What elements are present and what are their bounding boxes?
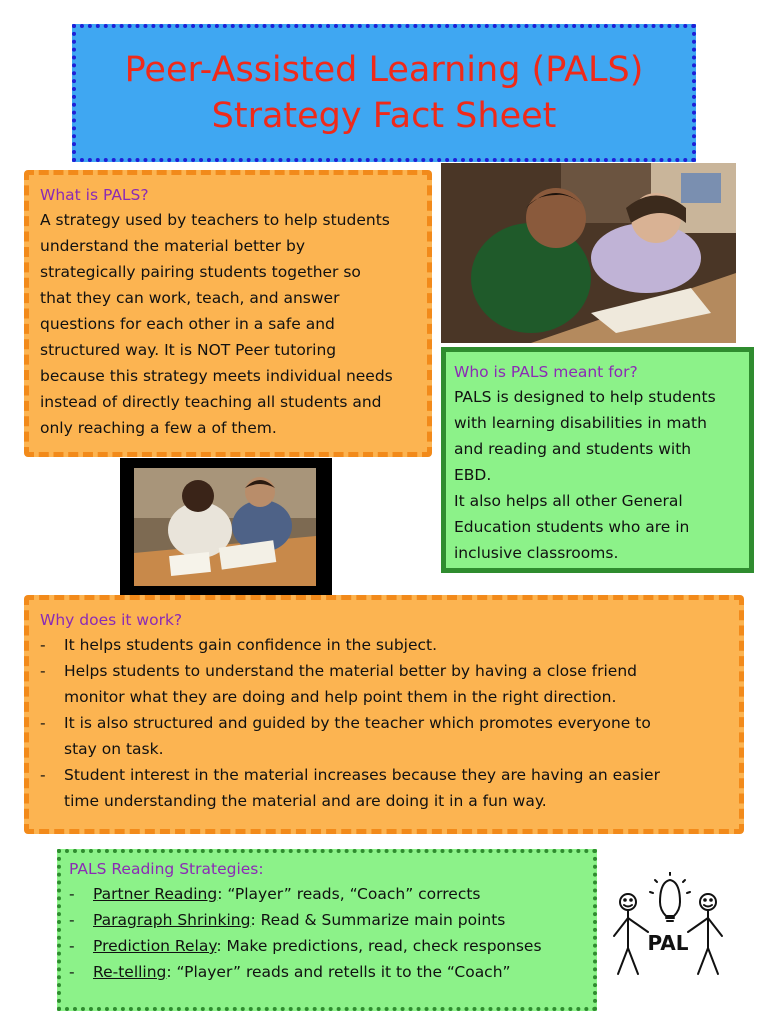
text-line: PALS is designed to help students [454, 388, 716, 406]
what-is-pals-panel [24, 170, 432, 457]
strategy-desc: : Read & Summarize main points [250, 911, 506, 929]
text-line: structured way. It is NOT Peer tutoring [40, 341, 337, 359]
who-is-pals-for-panel [441, 347, 754, 573]
list-item [69, 907, 587, 933]
bullet-dash: - [69, 937, 75, 955]
pal-logo-text: PAL [647, 931, 689, 955]
bullet-dash: - [69, 911, 75, 929]
list-item [40, 762, 729, 814]
who-is-pals-for-text [454, 384, 741, 566]
students-at-table-photo [120, 458, 332, 595]
text-line: It helps students gain confidence in the subject. [64, 636, 438, 654]
strategy-desc: : “Player” reads, “Coach” corrects [217, 885, 481, 903]
who-is-pals-for-heading: Who is PALS meant for? [454, 363, 638, 381]
what-is-pals-heading: What is PALS? [40, 186, 149, 204]
list-item [69, 881, 587, 907]
title-line-2: Strategy Fact Sheet [211, 96, 557, 136]
text-line: only reaching a few a of them. [40, 419, 277, 437]
title-line-1: Peer-Assisted Learning (PALS) [124, 50, 644, 90]
list-item-text [93, 907, 505, 933]
list-item [40, 710, 729, 762]
why-does-it-work-heading: Why does it work? [40, 611, 183, 629]
students-reading-photo [441, 163, 736, 343]
list-item [69, 959, 587, 985]
why-does-it-work-panel [24, 595, 744, 834]
list-item-text [93, 933, 542, 959]
strategy-term: Partner Reading [93, 885, 218, 903]
bullet-dash: - [69, 963, 75, 981]
text-line: Student interest in the material increases because they are having an easier [64, 766, 660, 784]
strategy-term: Prediction Relay [93, 937, 217, 955]
text-line: monitor what they are doing and help point them in the right direction. [64, 688, 617, 706]
title-banner [72, 24, 696, 162]
text-line: EBD. [454, 466, 492, 484]
text-line: strategically pairing students together so [40, 263, 361, 281]
strategy-desc: : Make predictions, read, check responses [216, 937, 542, 955]
list-item-text [64, 710, 651, 762]
what-is-pals-text [40, 207, 417, 441]
bullet-dash: - [40, 662, 46, 680]
list-item-text [93, 959, 511, 985]
text-line: It is also structured and guided by the teacher which promotes everyone to [64, 714, 651, 732]
text-line: instead of directly teaching all students and [40, 393, 382, 411]
list-item-text [93, 881, 481, 907]
text-line: Education students who are in [454, 518, 690, 536]
text-line: with learning disabilities in math [454, 414, 707, 432]
text-line: time understanding the material and are doing it in a fun way. [64, 792, 547, 810]
list-item-text [64, 658, 637, 710]
text-line: Helps students to understand the material better by having a close friend [64, 662, 638, 680]
strategy-desc: : “Player” reads and retells it to the “Coach” [166, 963, 511, 981]
text-line: understand the material better by [40, 237, 305, 255]
text-line: because this strategy meets individual needs [40, 367, 393, 385]
bullet-dash: - [40, 636, 46, 654]
bullet-dash: - [40, 766, 46, 784]
text-line: stay on task. [64, 740, 164, 758]
strategy-term: Paragraph Shrinking [93, 911, 251, 929]
why-list [40, 632, 729, 814]
bullet-dash: - [69, 885, 75, 903]
text-line: It also helps all other General [454, 492, 683, 510]
text-line: and reading and students with [454, 440, 692, 458]
reading-strategies-list [69, 881, 587, 985]
list-item [69, 933, 587, 959]
strategy-term: Re-telling [93, 963, 167, 981]
text-line: that they can work, teach, and answer [40, 289, 340, 307]
list-item-text [64, 632, 437, 658]
pal-logo-icon [608, 872, 728, 982]
list-item [40, 658, 729, 710]
bullet-dash: - [40, 714, 46, 732]
list-item [40, 632, 729, 658]
reading-strategies-panel [57, 849, 597, 1011]
text-line: inclusive classrooms. [454, 544, 619, 562]
list-item-text [64, 762, 660, 814]
text-line: questions for each other in a safe and [40, 315, 335, 333]
reading-strategies-heading: PALS Reading Strategies: [69, 860, 264, 878]
text-line: A strategy used by teachers to help students [40, 211, 390, 229]
